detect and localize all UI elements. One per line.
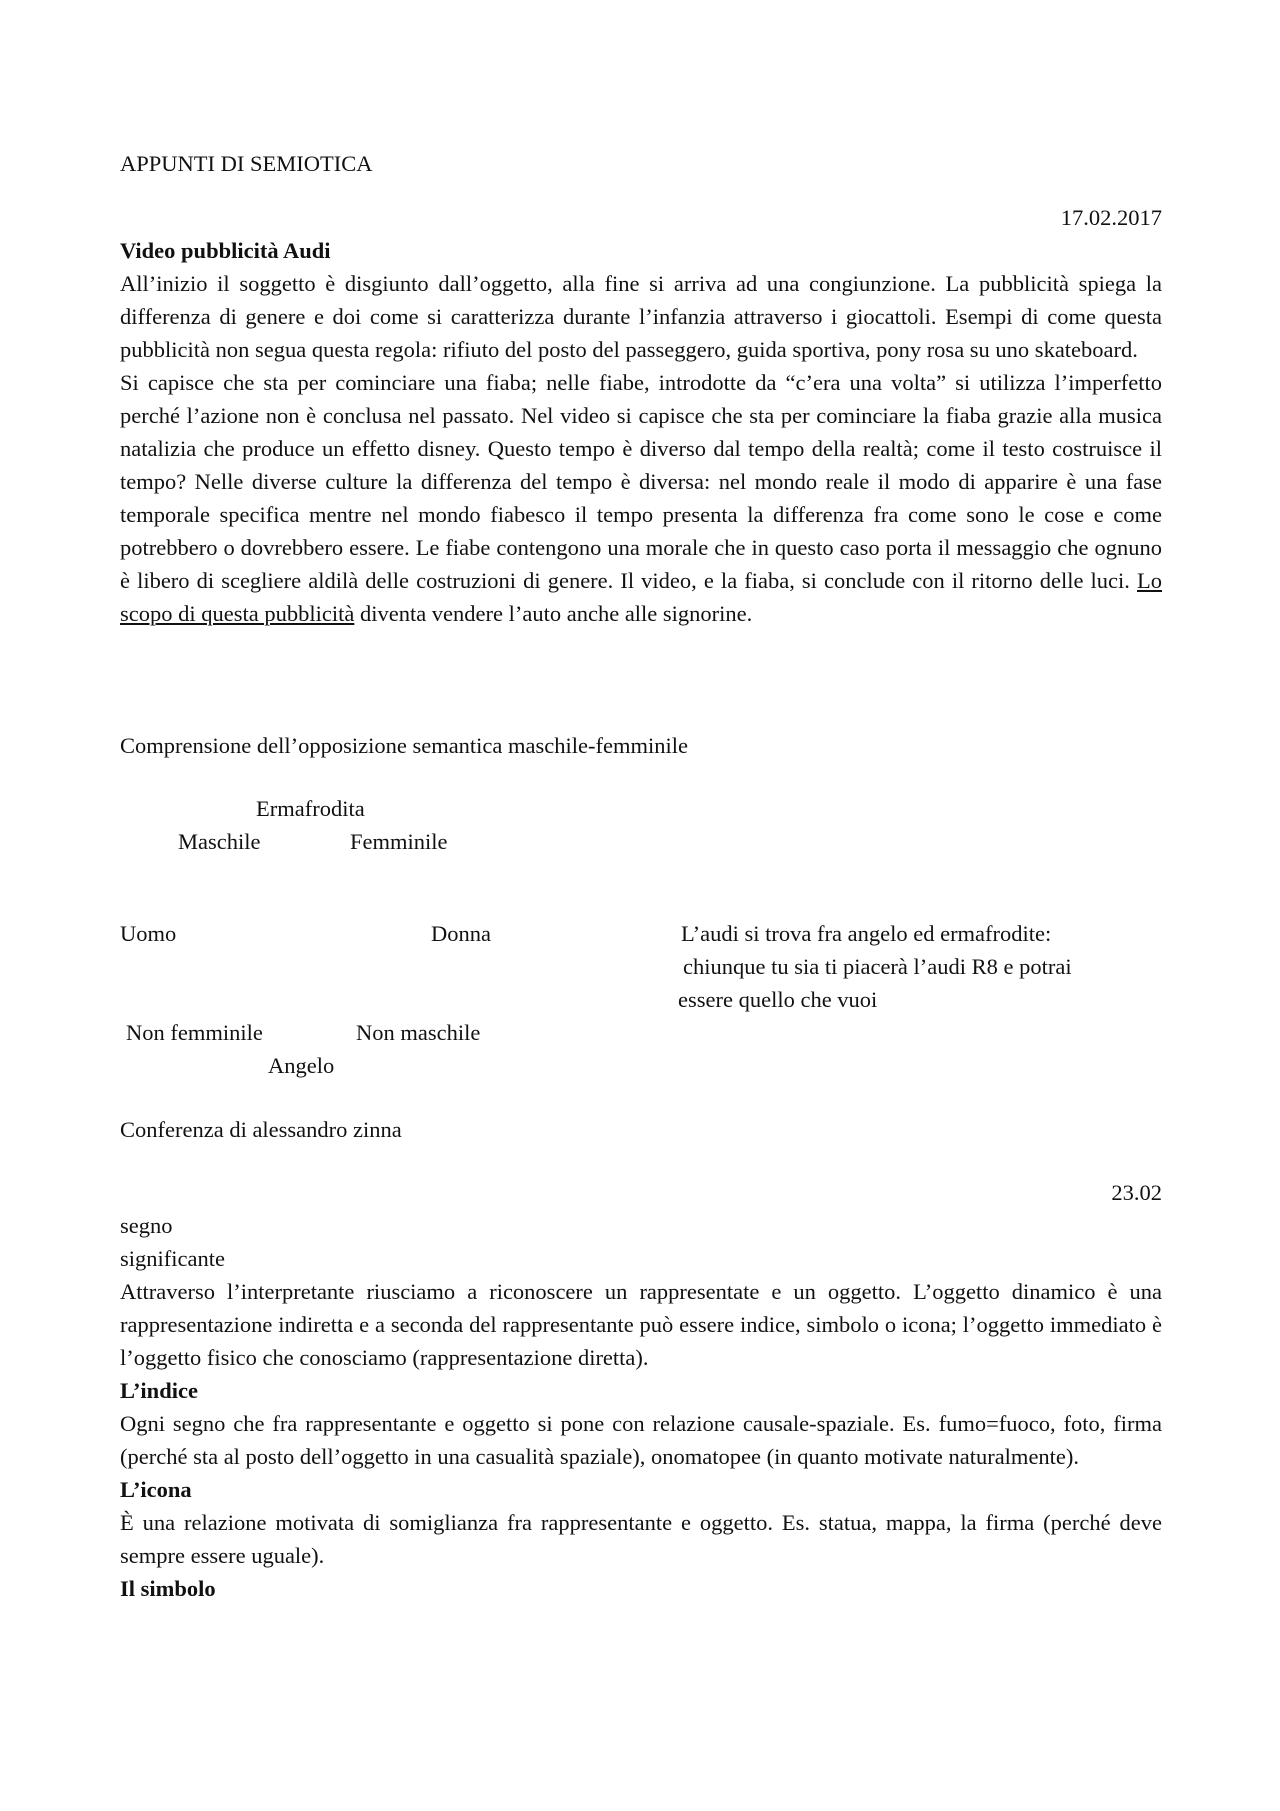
paragraph-indice: Ogni segno che fra rappresentante e oggetto si pone con relazione causale-spaziale. Es. fumo=fuoco, foto, firma (perché sta al posto dell’oggetto in una casualità spaziale), onomatopee (in quanto motivate naturalmente).: [120, 1411, 1162, 1469]
heading-icona: L’icona: [120, 1477, 192, 1502]
label-donna: Donna: [431, 921, 491, 946]
section-audi: [120, 234, 1162, 630]
heading-indice: L’indice: [120, 1378, 198, 1403]
word-significante: significante: [120, 1246, 225, 1271]
paragraph-audi-2-text: Si capisce che sta per cominciare una fiaba; nelle fiabe, introdotte da “c’era una volta” si utilizza l’imperfetto perché l’azione non è conclusa nel passato. Nel video si capisce che sta per cominciare la fiaba grazie alla musica natalizia che produce un effetto disney. Questo tempo è diverso dal tempo della realtà; come il testo costruisce il tempo? Nelle diverse culture la differenza del tempo è diversa: nel mondo reale il modo di apparire è una fase temporale specifica mentre nel mondo fiabesco il tempo presenta la differenza fra come sono le cose e come potrebbero o dovrebbero essere. Le fiabe contengono una morale che in questo caso porta il messaggio che ognuno è libero di scegliere aldilà delle costruzioni di genere. Il video, e la fiaba, si conclude con il ritorno delle luci.: [120, 370, 1162, 593]
heading-video-audi: Video pubblicità Audi: [120, 238, 331, 263]
label-femminile: Femminile: [350, 829, 448, 854]
paragraph-icona: È una relazione motivata di somiglianza fra rappresentante e oggetto. Es. statua, mappa, la firma (perché deve sempre essere uguale).: [120, 1510, 1162, 1568]
underlined-phrase: Lo scopo di questa pubblicità: [120, 568, 1162, 626]
note-line-3: essere quello che vuoi: [678, 987, 878, 1012]
label-non-femminile: Non femminile: [126, 1020, 263, 1045]
label-angelo: Angelo: [268, 1053, 335, 1078]
paragraph-audi-1: All’inizio il soggetto è disgiunto dall’oggetto, alla fine si arriva ad una congiunzione. La pubblicità spiega la differenza di genere e doi come si caratterizza durante l’infanzia attraverso i giocattoli. Esempi di come questa pubblicità non segua questa regola: rifiuto del posto del passeggero, guida sportiva, pony rosa su uno skateboard.: [120, 271, 1162, 362]
heading-simbolo: Il simbolo: [120, 1576, 216, 1601]
label-non-maschile: Non maschile: [356, 1020, 481, 1045]
note-line-2: chiunque tu sia ti piacerà l’audi R8 e potrai: [683, 954, 1072, 979]
date-23-02: 23.02: [1111, 1180, 1162, 1205]
square-intro: Comprensione dell’opposizione semantica maschile-femminile: [120, 733, 688, 758]
document-title: APPUNTI DI SEMIOTICA: [120, 151, 373, 176]
note-line-1: L’audi si trova fra angelo ed ermafrodite:: [681, 921, 1052, 946]
label-maschile: Maschile: [178, 829, 261, 854]
paragraph-interpretante: Attraverso l’interpretante riusciamo a riconoscere un rappresentate e un oggetto. L’oggetto dinamico è una rappresentazione indiretta e a seconda del rappresentante può essere indice, simbolo o icona; l’oggetto immediato è l’oggetto fisico che conosciamo (rappresentazione diretta).: [120, 1279, 1162, 1370]
section-segno: [120, 1209, 1162, 1605]
conference-line: Conferenza di alessandro zinna: [120, 1117, 402, 1142]
label-uomo: Uomo: [120, 921, 177, 946]
label-ermafrodita: Ermafrodita: [256, 796, 365, 821]
paragraph-audi-2-tail: diventa vendere l’auto anche alle signorine.: [354, 601, 753, 626]
word-segno: segno: [120, 1213, 173, 1238]
date-17-02: 17.02.2017: [1060, 205, 1162, 230]
paragraph-audi-2: [120, 366, 1162, 630]
